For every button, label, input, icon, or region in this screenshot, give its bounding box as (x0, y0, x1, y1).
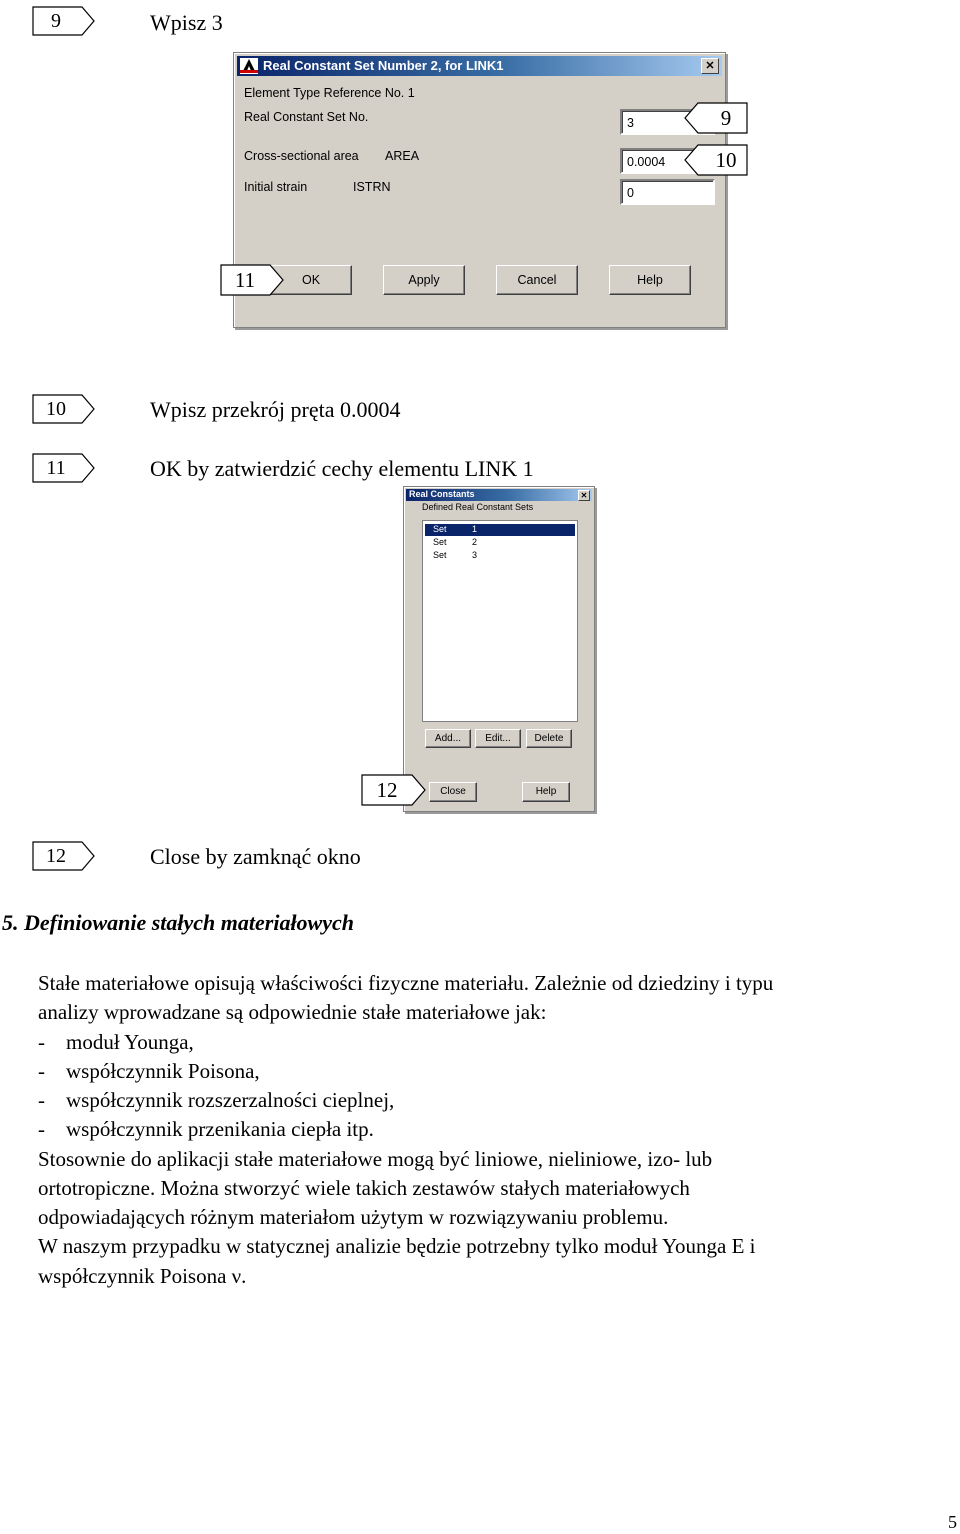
list-subtitle: Defined Real Constant Sets (422, 502, 534, 512)
dialog-title: Real Constants (409, 489, 475, 499)
callout-10 (684, 144, 748, 176)
dialog-title: Real Constant Set Number 2, for LINK1 (263, 58, 504, 73)
step-badge-10 (32, 394, 94, 424)
callout-12 (361, 774, 427, 806)
add-button[interactable]: Add... (425, 729, 471, 748)
ansys-logo-icon (240, 58, 258, 74)
delete-button[interactable]: Delete (526, 729, 572, 748)
list-item: - współczynnik rozszerzalności cieplnej, (38, 1088, 395, 1112)
step-badge-number: 10 (46, 398, 66, 420)
paragraph-line: W naszym przypadku w statycznej analizie będzie potrzebny tylko moduł Younga E i (38, 1234, 756, 1258)
step-badge-9 (32, 6, 94, 36)
help-button[interactable]: Help (609, 265, 691, 295)
element-type-reference: Element Type Reference No. 1 (244, 86, 415, 100)
step-text-10: Wpisz przekrój pręta 0.0004 (150, 397, 401, 422)
list-item[interactable] (425, 550, 575, 562)
set-label: Set (433, 524, 447, 534)
real-constant-sets-list[interactable] (422, 520, 578, 722)
dialog-titlebar (406, 489, 592, 501)
step-badge-number: 11 (46, 457, 66, 479)
set-number: 3 (472, 550, 478, 560)
set-label: Set (433, 550, 447, 560)
help-button[interactable]: Help (522, 782, 570, 802)
close-icon[interactable]: ✕ (578, 490, 590, 501)
step-badge-11 (32, 453, 94, 483)
callout-number: 10 (715, 148, 737, 172)
real-constant-set-input[interactable]: 3 (620, 109, 715, 135)
cancel-button[interactable]: Cancel (496, 265, 578, 295)
set-number: 1 (472, 524, 478, 534)
callout-9 (684, 102, 748, 134)
real-constant-set-label: Real Constant Set No. (244, 110, 369, 124)
paragraph-line: odpowiadających różnym materiałom użytym w rozwiązywaniu problemu. (38, 1205, 669, 1229)
paragraph-line: ortotropiczne. Można stworzyć wiele takich zestawów stałych materiałowych (38, 1176, 690, 1200)
step-text-9: Wpisz 3 (150, 10, 223, 35)
step-badge-number: 12 (46, 845, 66, 867)
list-item: - moduł Younga, (38, 1030, 194, 1054)
step-text-12: Close by zamknąć okno (150, 844, 361, 869)
step-badge-12 (32, 841, 94, 871)
step-text-11: OK by zatwierdzić cechy elementu LINK 1 (150, 456, 534, 481)
real-constants-dialog (403, 486, 595, 812)
list-item: - współczynnik przenikania ciepła itp. (38, 1117, 374, 1141)
callout-11 (220, 264, 284, 296)
close-button[interactable]: Close (429, 782, 477, 802)
section-heading: 5. Definiowanie stałych materiałowych (2, 910, 354, 935)
area-key: AREA (385, 149, 420, 163)
close-icon[interactable]: ✕ (701, 58, 719, 74)
cross-section-label: Cross-sectional area (244, 149, 359, 163)
dialog-titlebar (237, 56, 722, 76)
paragraph-line: analizy wprowadzane są odpowiednie stałe materiałowe jak: (38, 1000, 547, 1024)
list-item[interactable] (425, 537, 575, 549)
real-constant-set-dialog (233, 52, 726, 328)
paragraph-line: Stosownie do aplikacji stałe materiałowe mogą być liniowe, nieliniowe, izo- lub (38, 1147, 713, 1171)
callout-number: 11 (234, 268, 256, 292)
apply-button[interactable]: Apply (383, 265, 465, 295)
area-input[interactable]: 0.0004 (620, 148, 715, 174)
edit-button[interactable]: Edit... (475, 729, 521, 748)
strain-key: ISTRN (353, 180, 391, 194)
initial-strain-input[interactable]: 0 (620, 179, 715, 205)
set-label: Set (433, 537, 447, 547)
ok-button[interactable]: OK (270, 265, 352, 295)
paragraph-line: Stałe materiałowe opisują właściwości fizyczne materiału. Zależnie od dziedziny i typu (38, 971, 774, 995)
page-number: 5 (948, 1512, 957, 1532)
list-item[interactable] (425, 524, 575, 536)
paragraph-line: współczynnik Poisona ν. (38, 1264, 247, 1288)
step-badge-number: 9 (51, 10, 61, 32)
callout-number: 9 (720, 106, 732, 130)
list-item: - współczynnik Poisona, (38, 1059, 260, 1083)
callout-number: 12 (376, 778, 398, 802)
set-number: 2 (472, 537, 478, 547)
initial-strain-label: Initial strain (244, 180, 308, 194)
